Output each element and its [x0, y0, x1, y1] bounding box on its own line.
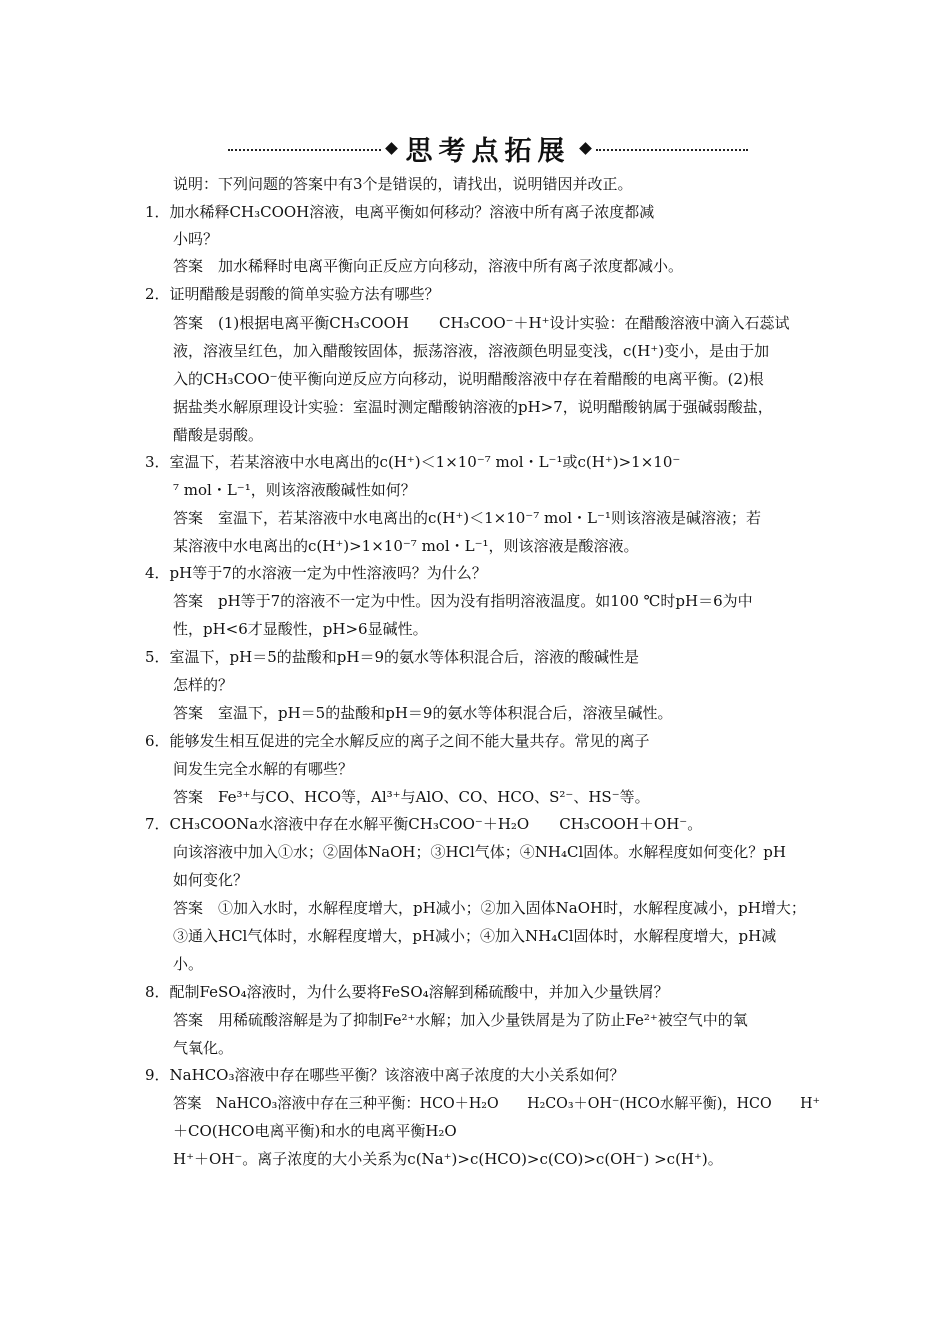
question-line: ⁷ mol・L⁻¹，则该溶液酸碱性如何？ [173, 481, 416, 499]
answer-line: H⁺＋OH⁻。离子浓度的大小关系为c(Na⁺)>c(HCO)>c(CO)>c(OH⁻) >c(H⁺)。 [173, 1150, 723, 1168]
question-line: 6．能够发生相互促进的完全水解反应的离子之间不能大量共存。常见的离子 [145, 732, 650, 750]
question-line: 如何变化？ [173, 871, 249, 889]
answer-line: 答案 (1)根据电离平衡CH₃COOH CH₃COO⁻＋H⁺设计实验：在醋酸溶液中滴入石蕊试 [173, 314, 790, 332]
title-left-dots [228, 149, 381, 151]
question-line: 向该溶液中加入①水；②固体NaOH；③HCl气体；④NH₄Cl固体。水解程度如何变化？pH [173, 843, 786, 861]
diamond-icon [385, 142, 398, 155]
question-line: 怎样的？ [173, 676, 234, 694]
question-line: 1．加水稀释CH₃COOH溶液，电离平衡如何移动？溶液中所有离子浓度都减 [145, 203, 655, 221]
question-line: 7．CH₃COONa水溶液中存在水解平衡CH₃COO⁻＋H₂O CH₃COOH＋OH⁻。 [145, 815, 703, 833]
question-line: 间发生完全水解的有哪些？ [173, 760, 354, 778]
question-line: 小吗？ [173, 230, 219, 248]
answer-line: 性，pH<6才显酸性，pH>6显碱性。 [173, 620, 428, 638]
answer-line: 答案 室温下，pH＝5的盐酸和pH＝9的氨水等体积混合后，溶液呈碱性。 [173, 704, 673, 722]
question-line: 2．证明醋酸是弱酸的简单实验方法有哪些？ [145, 285, 440, 303]
answer-line: 答案 用稀硫酸溶解是为了抑制Fe²⁺水解；加入少量铁屑是为了防止Fe²⁺被空气中的氧 [173, 1011, 748, 1029]
answer-line: 答案 ①加入水时，水解程度增大，pH减小；②加入固体NaOH时，水解程度减小，pH增大； [173, 899, 806, 917]
answer-line: 答案 室温下，若某溶液中水电离出的c(H⁺)＜1×10⁻⁷ mol・L⁻¹则该溶液是碱溶液；若 [173, 509, 761, 527]
section-title-bar [228, 128, 748, 168]
answer-line: 答案 NaHCO₃溶液中存在三种平衡：HCO＋H₂O H₂CO₃＋OH⁻(HCO水解平衡)，HCO H⁺ [173, 1094, 821, 1112]
title-right-dots [596, 149, 749, 151]
question-line: 8．配制FeSO₄溶液时，为什么要将FeSO₄溶解到稀硫酸中，并加入少量铁屑？ [145, 983, 669, 1001]
answer-line: 液，溶液呈红色，加入醋酸铵固体，振荡溶液，溶液颜色明显变浅，c(H⁺)变小，是由于加 [173, 342, 770, 360]
answer-line: 答案 加水稀释时电离平衡向正反应方向移动，溶液中所有离子浓度都减小。 [173, 257, 684, 275]
answer-line: 入的CH₃COO⁻使平衡向逆反应方向移动，说明醋酸溶液中存在着醋酸的电离平衡。(2)根 [173, 370, 764, 388]
question-line: 5．室温下，pH＝5的盐酸和pH＝9的氨水等体积混合后，溶液的酸碱性是 [145, 648, 639, 666]
question-line: 9．NaHCO₃溶液中存在哪些平衡？该溶液中离子浓度的大小关系如何？ [145, 1066, 625, 1084]
answer-line: 醋酸是弱酸。 [173, 426, 264, 444]
question-line: 3．室温下，若某溶液中水电离出的c(H⁺)＜1×10⁻⁷ mol・L⁻¹或c(H⁺)>1×10⁻ [145, 453, 681, 471]
answer-line: 小。 [173, 955, 204, 973]
answer-line: 答案 Fe³⁺与CO、HCO等，Al³⁺与AlO、CO、HCO、S²⁻、HS⁻等。 [173, 788, 650, 806]
answer-line: 某溶液中水电离出的c(H⁺)>1×10⁻⁷ mol・L⁻¹，则该溶液是酸溶液。 [173, 537, 639, 555]
answer-line: ＋CO(HCO电离平衡)和水的电离平衡H₂O [173, 1122, 457, 1140]
intro-note: 说明：下列问题的答案中有3个是错误的，请找出，说明错因并改正。 [173, 175, 633, 193]
answer-line: 据盐类水解原理设计实验：室温时测定醋酸钠溶液的pH>7，说明醋酸钠属于强碱弱酸盐， [173, 398, 773, 416]
answer-line: ③通入HCl气体时，水解程度增大，pH减小；④加入NH₄Cl固体时，水解程度增大，pH减 [173, 927, 777, 945]
answer-line: 气氧化。 [173, 1039, 234, 1057]
section-title: 思考点拓展 [405, 135, 571, 167]
diamond-icon [579, 142, 592, 155]
question-line: 4．pH等于7的水溶液一定为中性溶液吗？为什么？ [145, 564, 487, 582]
answer-line: 答案 pH等于7的溶液不一定为中性。因为没有指明溶液温度。如100 ℃时pH＝6为中 [173, 592, 753, 610]
